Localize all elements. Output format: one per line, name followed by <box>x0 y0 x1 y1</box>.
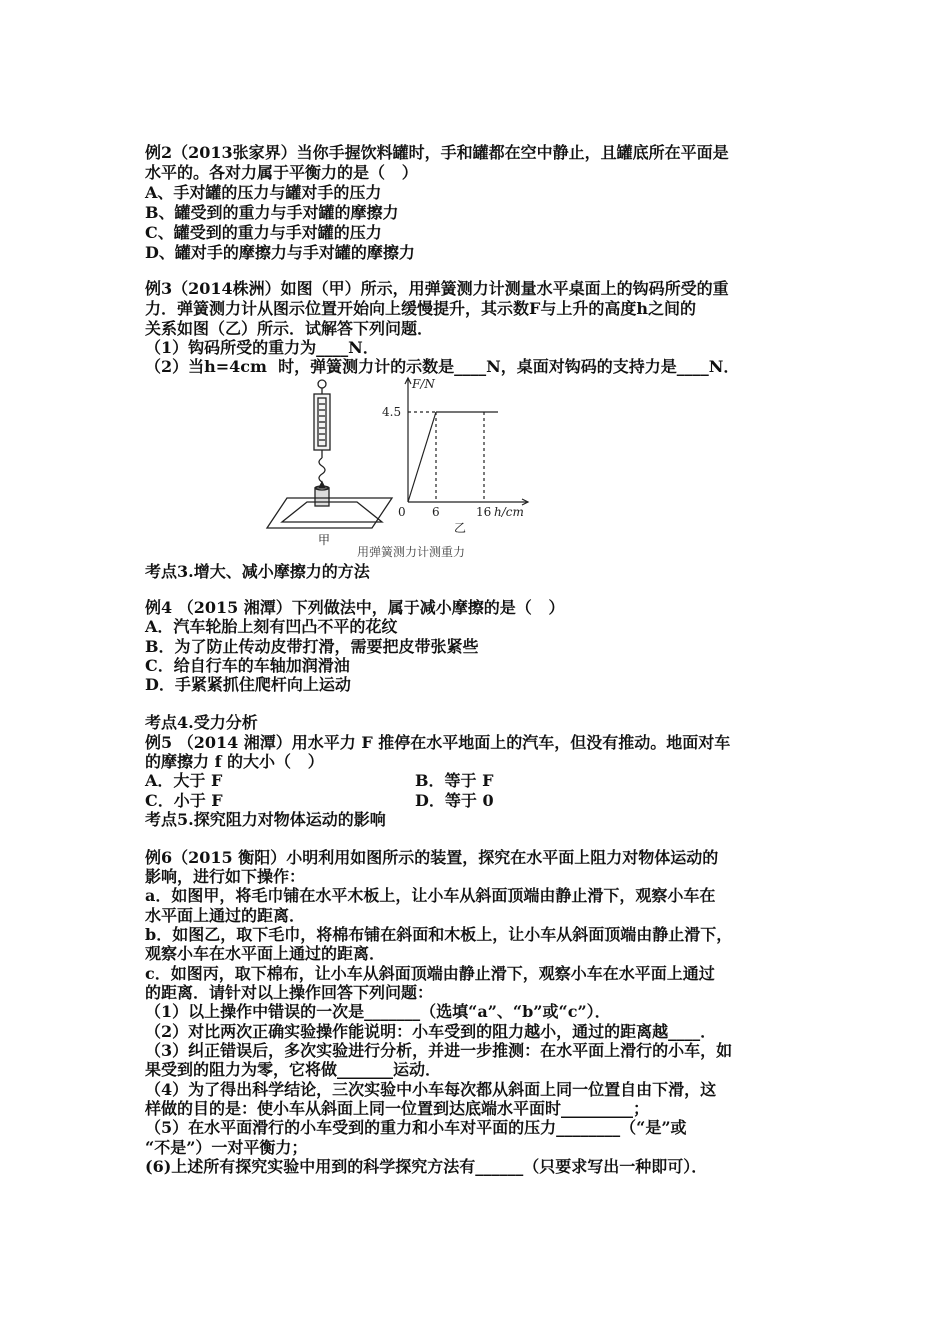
section-heading: 考点4.受力分析 <box>145 713 258 732</box>
text-line: 的摩擦力 f 的大小（ ） <box>145 752 324 771</box>
x-tick-label: 16 <box>476 505 492 519</box>
text-line: 力．弹簧测力计从图示位置开始向上缓慢提升，其示数F与上升的高度h之间的 <box>145 299 696 318</box>
text-line: 果受到的阻力为零，它将做_______运动． <box>145 1060 442 1079</box>
option-b: B．等于 F <box>415 771 494 790</box>
text-line: （5）在水平面滑行的小车受到的重力和小车对平面的压力________（“是”或 <box>145 1118 687 1137</box>
option-d: D．等于 0 <box>415 791 494 810</box>
x-axis-label: h/cm <box>494 505 524 519</box>
text-line: 例3（2014株洲）如图（甲）所示，用弹簧测力计测量水平桌面上的钩码所受的重 <box>145 279 729 298</box>
text-line: 观察小车在水平面上通过的距离． <box>145 944 386 963</box>
text-line: 例5 （2014 湘潭）用水平力 F 推停在水平地面上的汽车，但没有推动。地面对车 <box>145 733 731 752</box>
text-line: 影响，进行如下操作： <box>145 867 306 886</box>
spring-scale-drawing <box>267 380 392 528</box>
text-line: “不是”）一对平衡力； <box>145 1138 308 1157</box>
text-line: （2）对比两次正确实验操作能说明：小车受到的阻力越小，通过的距离越____． <box>145 1022 717 1041</box>
text-line: C、罐受到的重力与手对罐的压力 <box>145 223 382 242</box>
text-line: 样做的目的是：使小车从斜面上同一位置到达底端水平面时_________； <box>145 1099 650 1118</box>
text-line: （1）以上操作中错误的一次是_______（选填“a”、“b”或“c”）． <box>145 1002 611 1021</box>
text-line: （4）为了得出科学结论，三次实验中小车每次都从斜面上同一位置自由下滑，这 <box>145 1080 717 1099</box>
label-yi: 乙 <box>454 521 467 535</box>
text-line: A、手对罐的压力与罐对手的压力 <box>145 183 382 202</box>
text-line: B、罐受到的重力与手对罐的摩擦力 <box>145 203 399 222</box>
text-line: 例2（2013张家界）当你手握饮料罐时，手和罐都在空中静止，且罐底所在平面是 <box>145 143 729 162</box>
text-line: 例6（2015 衡阳）小明利用如图所示的装置，探究在水平面上阻力对物体运动的 <box>145 848 719 867</box>
figure-svg <box>262 376 534 562</box>
x-tick-label: 6 <box>432 505 440 519</box>
text-line: 关系如图（乙）所示．试解答下列问题． <box>145 319 434 338</box>
text-line: D、罐对手的摩擦力与手对罐的摩擦力 <box>145 243 415 262</box>
text-line: D．手紧紧抓住爬杆向上运动 <box>145 675 351 694</box>
text-line: （3）纠正错误后，多次实验进行分析，并进一步推测：在水平面上滑行的小车，如 <box>145 1041 733 1060</box>
spring-scale-figure <box>262 376 534 562</box>
text-line: （2）当h=4cm 时，弹簧测力计的示数是____N，桌面对钩码的支持力是____N． <box>145 357 740 376</box>
force-height-graph <box>405 378 528 505</box>
text-line: 水平的。各对力属于平衡力的是（ ） <box>145 163 418 182</box>
text-line: （1）钩码所受的重力为____N． <box>145 338 379 357</box>
text-line: a．如图甲，将毛巾铺在水平木板上，让小车从斜面顶端由静止滑下，观察小车在 <box>145 886 716 905</box>
origin-label: 0 <box>398 505 406 519</box>
text-line: A．汽车轮胎上刻有凹凸不平的花纹 <box>145 617 398 636</box>
text-line: (6)上述所有探究实验中用到的科学探究方法有______（只要求写出一种即可）． <box>145 1157 708 1176</box>
text-line: B．为了防止传动皮带打滑，需要把皮带张紧些 <box>145 637 479 656</box>
text-line: C．给自行车的车轴加润滑油 <box>145 656 350 675</box>
section-heading: 考点5.探究阻力对物体运动的影响 <box>145 810 386 829</box>
label-jia: 甲 <box>318 533 331 547</box>
text-line: b．如图乙，取下毛巾，将棉布铺在斜面和木板上，让小车从斜面顶端由静止滑下， <box>145 925 733 944</box>
y-tick-label: 4.5 <box>382 405 402 419</box>
option-c: C．小于 F <box>145 791 223 810</box>
y-axis-label: F/N <box>412 377 435 391</box>
text-line: 的距离．请针对以上操作回答下列问题： <box>145 983 434 1002</box>
figure-caption: 用弹簧测力计测重力 <box>357 545 466 559</box>
option-a: A．大于 F <box>145 771 223 790</box>
text-line: c．如图丙，取下棉布，让小车从斜面顶端由静止滑下，观察小车在水平面上通过 <box>145 964 715 983</box>
text-line: 例4 （2015 湘潭）下列做法中，属于减小摩擦的是（ ） <box>145 598 565 617</box>
text-line: 水平面上通过的距离． <box>145 906 306 925</box>
section-heading: 考点3.增大、减小摩擦力的方法 <box>145 562 370 581</box>
